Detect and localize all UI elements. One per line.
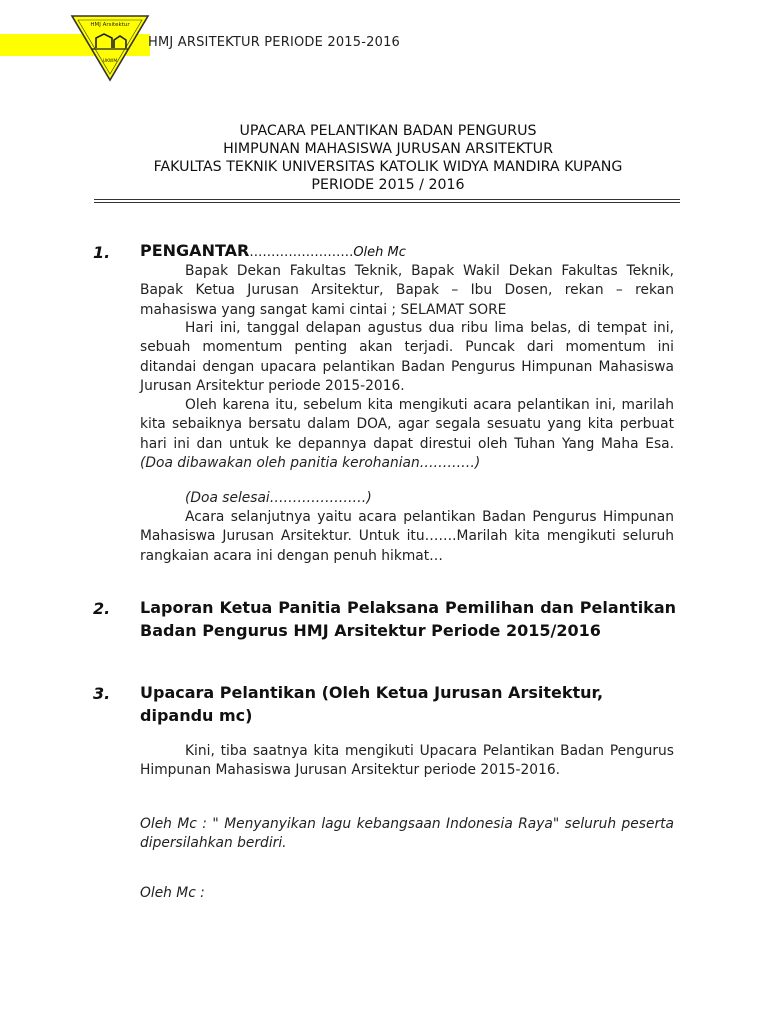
section-2-heading: Laporan Ketua Panitia Pelaksana Pemilihan dan Pelantikan Badan Pengurus HMJ Arsitektur Periode 2015/2016: [140, 598, 676, 640]
section-1-prayer-note: (Doa dibawakan oleh panitia kerohanian…………): [140, 455, 481, 472]
section-1-dots: ……………………: [249, 245, 354, 260]
section-1-paragraph-2: Hari ini, tanggal delapan agustus dua ribu lima belas, di tempat ini, sebuah momentum penting akan terjadi. Puncak dari momentum ini ditandai dengan upacara pelantikan Badan Pengurus Himpunan Mahasiswa Jurusan Arsitektur periode 2015-2016.: [140, 320, 674, 395]
section-2-number: 2.: [93, 599, 111, 618]
svg-text:HMJ Arsitektur: HMJ Arsitektur: [90, 22, 130, 28]
section-3-mc-line: Oleh Mc :: [140, 885, 205, 901]
title-line-3: FAKULTAS TEKNIK UNIVERSITAS KATOLIK WIDYA MANDIRA KUPANG: [153, 159, 623, 175]
section-3-number: 3.: [93, 684, 111, 703]
section-1-paragraph-5: Acara selanjutnya yaitu acara pelantikan Badan Pengurus Himpunan Mahasiswa Jurusan Arsitektur. Untuk itu…….Marilah kita mengikuti seluruh rangkaian acara ini dengan penuh hikmat…: [140, 509, 674, 564]
section-1-speaker: Oleh Mc: [353, 245, 406, 260]
title-line-2: HIMPUNAN MAHASISWA JURUSAN ARSITEKTUR: [223, 141, 553, 157]
section-3-heading: Upacara Pelantikan (Oleh Ketua Jurusan Arsitektur, dipandu mc): [140, 683, 604, 725]
section-1-prayer-end: (Doa selesai…………………): [185, 490, 372, 506]
section-1-heading: [140, 241, 406, 260]
header-title: HMJ ARSITEKTUR PERIODE 2015-2016: [148, 35, 401, 50]
section-1-number: 1.: [93, 243, 111, 262]
section-1-paragraph-3: [140, 396, 674, 474]
section-1-paragraph-1: Bapak Dekan Fakultas Teknik, Bapak Wakil Dekan Fakultas Teknik, Bapak Ketua Jurusan Arsitektur, Bapak – Ibu Dosen, rekan – rekan mahasiswa yang sangat kami cintai ; SELAMAT SORE: [140, 263, 674, 318]
section-1-paragraph-3-text: Oleh karena itu, sebelum kita mengikuti acara pelantikan ini, marilah kita sebaiknya bersatu dalam DOA, agar segala sesuatu yang kita perbuat hari ini dan untuk ke depannya dapat direstui oleh Tuhan Yang Maha Esa.: [140, 397, 674, 452]
section-1-title: PENGANTAR: [140, 241, 250, 260]
hmj-logo-icon: [70, 14, 150, 84]
title-double-rule: [94, 199, 680, 203]
title-line-1: UPACARA PELANTIKAN BADAN PENGURUS: [239, 123, 537, 139]
section-3-anthem-instruction: Oleh Mc : " Menyanyikan lagu kebangsaan Indonesia Raya" seluruh peserta dipersilahkan berdiri.: [140, 816, 674, 852]
title-line-4: PERIODE 2015 / 2016: [311, 177, 465, 193]
section-3-paragraph-1: Kini, tiba saatnya kita mengikuti Upacara Pelantikan Badan Pengurus Himpunan Mahasiswa Jurusan Arsitektur periode 2015-2016.: [140, 743, 674, 779]
document-title: [80, 122, 696, 194]
svg-text:UKWM: UKWM: [102, 59, 118, 64]
